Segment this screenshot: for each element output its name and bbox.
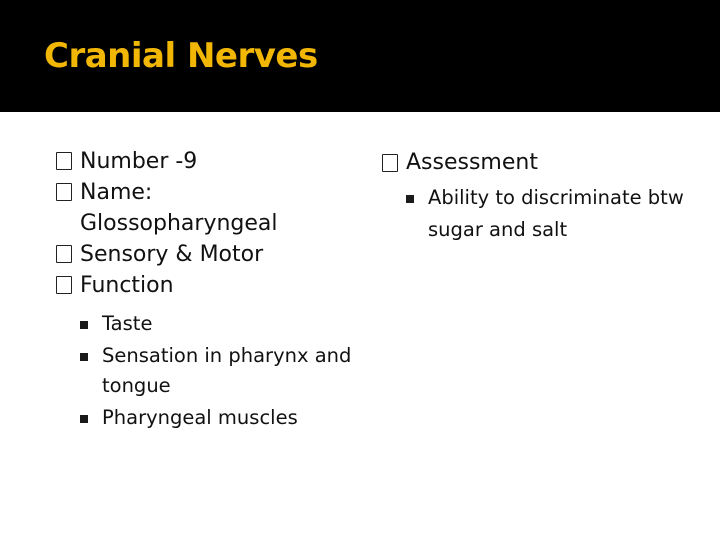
bullet-number bbox=[56, 146, 356, 177]
slide-title: Cranial Nerves bbox=[44, 36, 318, 76]
box-bullet-icon bbox=[56, 245, 72, 263]
bullet-sensory-motor bbox=[56, 239, 356, 270]
box-bullet-icon bbox=[382, 154, 398, 172]
sub-bullet-text: Taste bbox=[102, 312, 153, 335]
bullet-text: Number -9 bbox=[80, 149, 198, 174]
right-column bbox=[382, 146, 702, 248]
square-bullet-icon bbox=[406, 195, 414, 203]
sub-bullet-text: Ability to discriminate btw sugar and salt bbox=[428, 186, 684, 241]
bullet-text: Assessment bbox=[406, 150, 538, 175]
bullet-text: Name: Glossopharyngeal bbox=[80, 180, 278, 236]
title-bar bbox=[0, 0, 720, 112]
sub-bullet-text: Sensation in pharynx and tongue bbox=[102, 344, 352, 397]
sub-bullet-muscles bbox=[80, 403, 356, 433]
function-sublist bbox=[80, 309, 356, 433]
bullet-name bbox=[56, 177, 356, 239]
square-bullet-icon bbox=[80, 415, 88, 423]
square-bullet-icon bbox=[80, 353, 88, 361]
left-column bbox=[56, 146, 356, 435]
sub-bullet-taste bbox=[80, 309, 356, 339]
bullet-assessment bbox=[382, 146, 702, 180]
sub-bullet-sensation bbox=[80, 341, 356, 401]
sub-bullet-text: Pharyngeal muscles bbox=[102, 406, 298, 429]
box-bullet-icon bbox=[56, 183, 72, 201]
bullet-function bbox=[56, 270, 356, 301]
box-bullet-icon bbox=[56, 152, 72, 170]
bullet-text: Sensory & Motor bbox=[80, 242, 264, 267]
assessment-sublist bbox=[406, 182, 702, 246]
box-bullet-icon bbox=[56, 276, 72, 294]
bullet-text: Function bbox=[80, 273, 174, 298]
sub-bullet-discriminate bbox=[406, 182, 702, 246]
square-bullet-icon bbox=[80, 321, 88, 329]
